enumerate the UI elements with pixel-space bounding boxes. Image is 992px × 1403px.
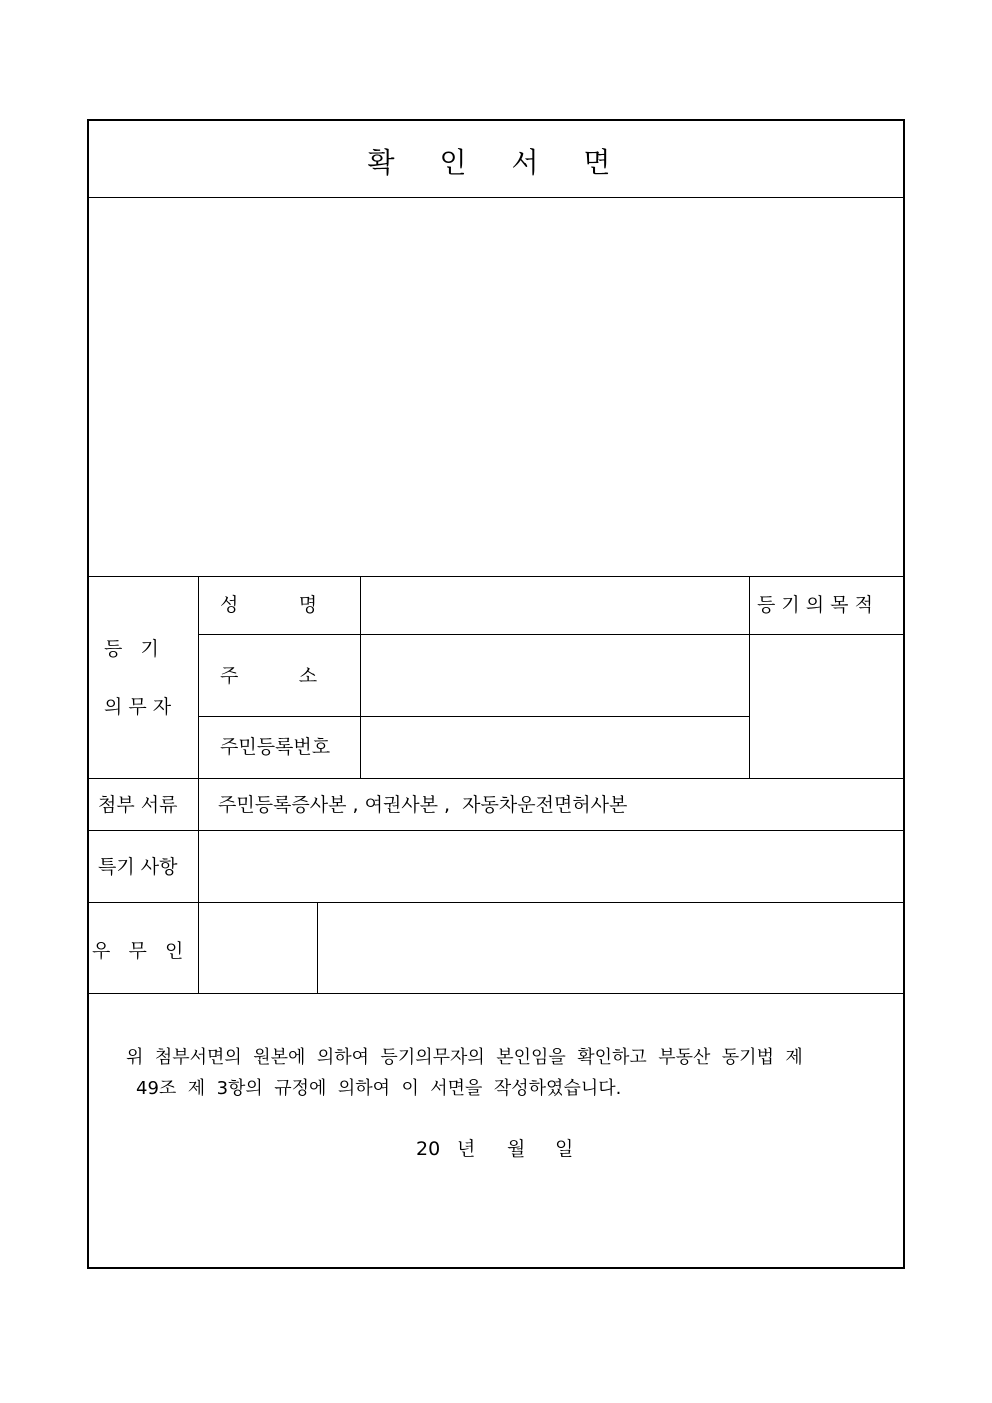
purpose-header: 등 기 의 목 적 xyxy=(757,594,873,616)
date-day-unit: 일 xyxy=(555,1138,574,1160)
address-row-line xyxy=(198,716,749,717)
date-year-prefix: 20 xyxy=(416,1138,441,1160)
thumbprint-label: 우 무 인 xyxy=(92,940,184,962)
date-year-unit: 년 xyxy=(457,1138,476,1160)
special-notes-label: 특기 사항 xyxy=(98,856,178,878)
thumbprint-box[interactable] xyxy=(200,904,315,991)
attachments-bottom-line xyxy=(89,830,905,831)
thumbprint-bottom-line xyxy=(89,993,905,994)
purpose-column-line xyxy=(749,576,750,778)
field-label-column-line xyxy=(360,576,361,778)
blank-content-area[interactable] xyxy=(89,198,905,576)
attachments-value: 주민등록증사본 , 여권사본 , 자동차운전면허사본 xyxy=(218,794,628,816)
date-month-unit: 월 xyxy=(507,1138,526,1160)
statement-line-1: 위 첨부서면의 원본에 의하여 등기의무자의 본인임을 확인하고 부동산 동기법 제 xyxy=(126,1047,803,1068)
attachments-label: 첨부 서류 xyxy=(98,794,178,816)
thumbprint-column-line xyxy=(317,902,318,993)
obligor-group-label-2: 의 무 자 xyxy=(104,696,172,718)
rrn-label: 주민등록번호 xyxy=(220,736,331,758)
name-label: 성 명 xyxy=(220,594,318,616)
special-notes-bottom-line xyxy=(89,902,905,903)
address-label: 주 소 xyxy=(220,665,318,687)
signature-area[interactable] xyxy=(319,904,903,991)
confirmation-form xyxy=(87,119,905,1269)
obligor-group-label-1: 등 기 xyxy=(104,638,159,660)
obligor-bottom-line xyxy=(89,778,905,779)
form-title: 확 인 서 면 xyxy=(367,146,629,179)
purpose-header-line xyxy=(749,634,905,635)
name-row-line xyxy=(198,634,749,635)
label-column-line xyxy=(198,576,199,993)
table-top-line xyxy=(89,576,905,577)
statement-line-2: 49조 제 3항의 규정에 의하여 이 서면을 작성하였습니다. xyxy=(136,1078,622,1099)
